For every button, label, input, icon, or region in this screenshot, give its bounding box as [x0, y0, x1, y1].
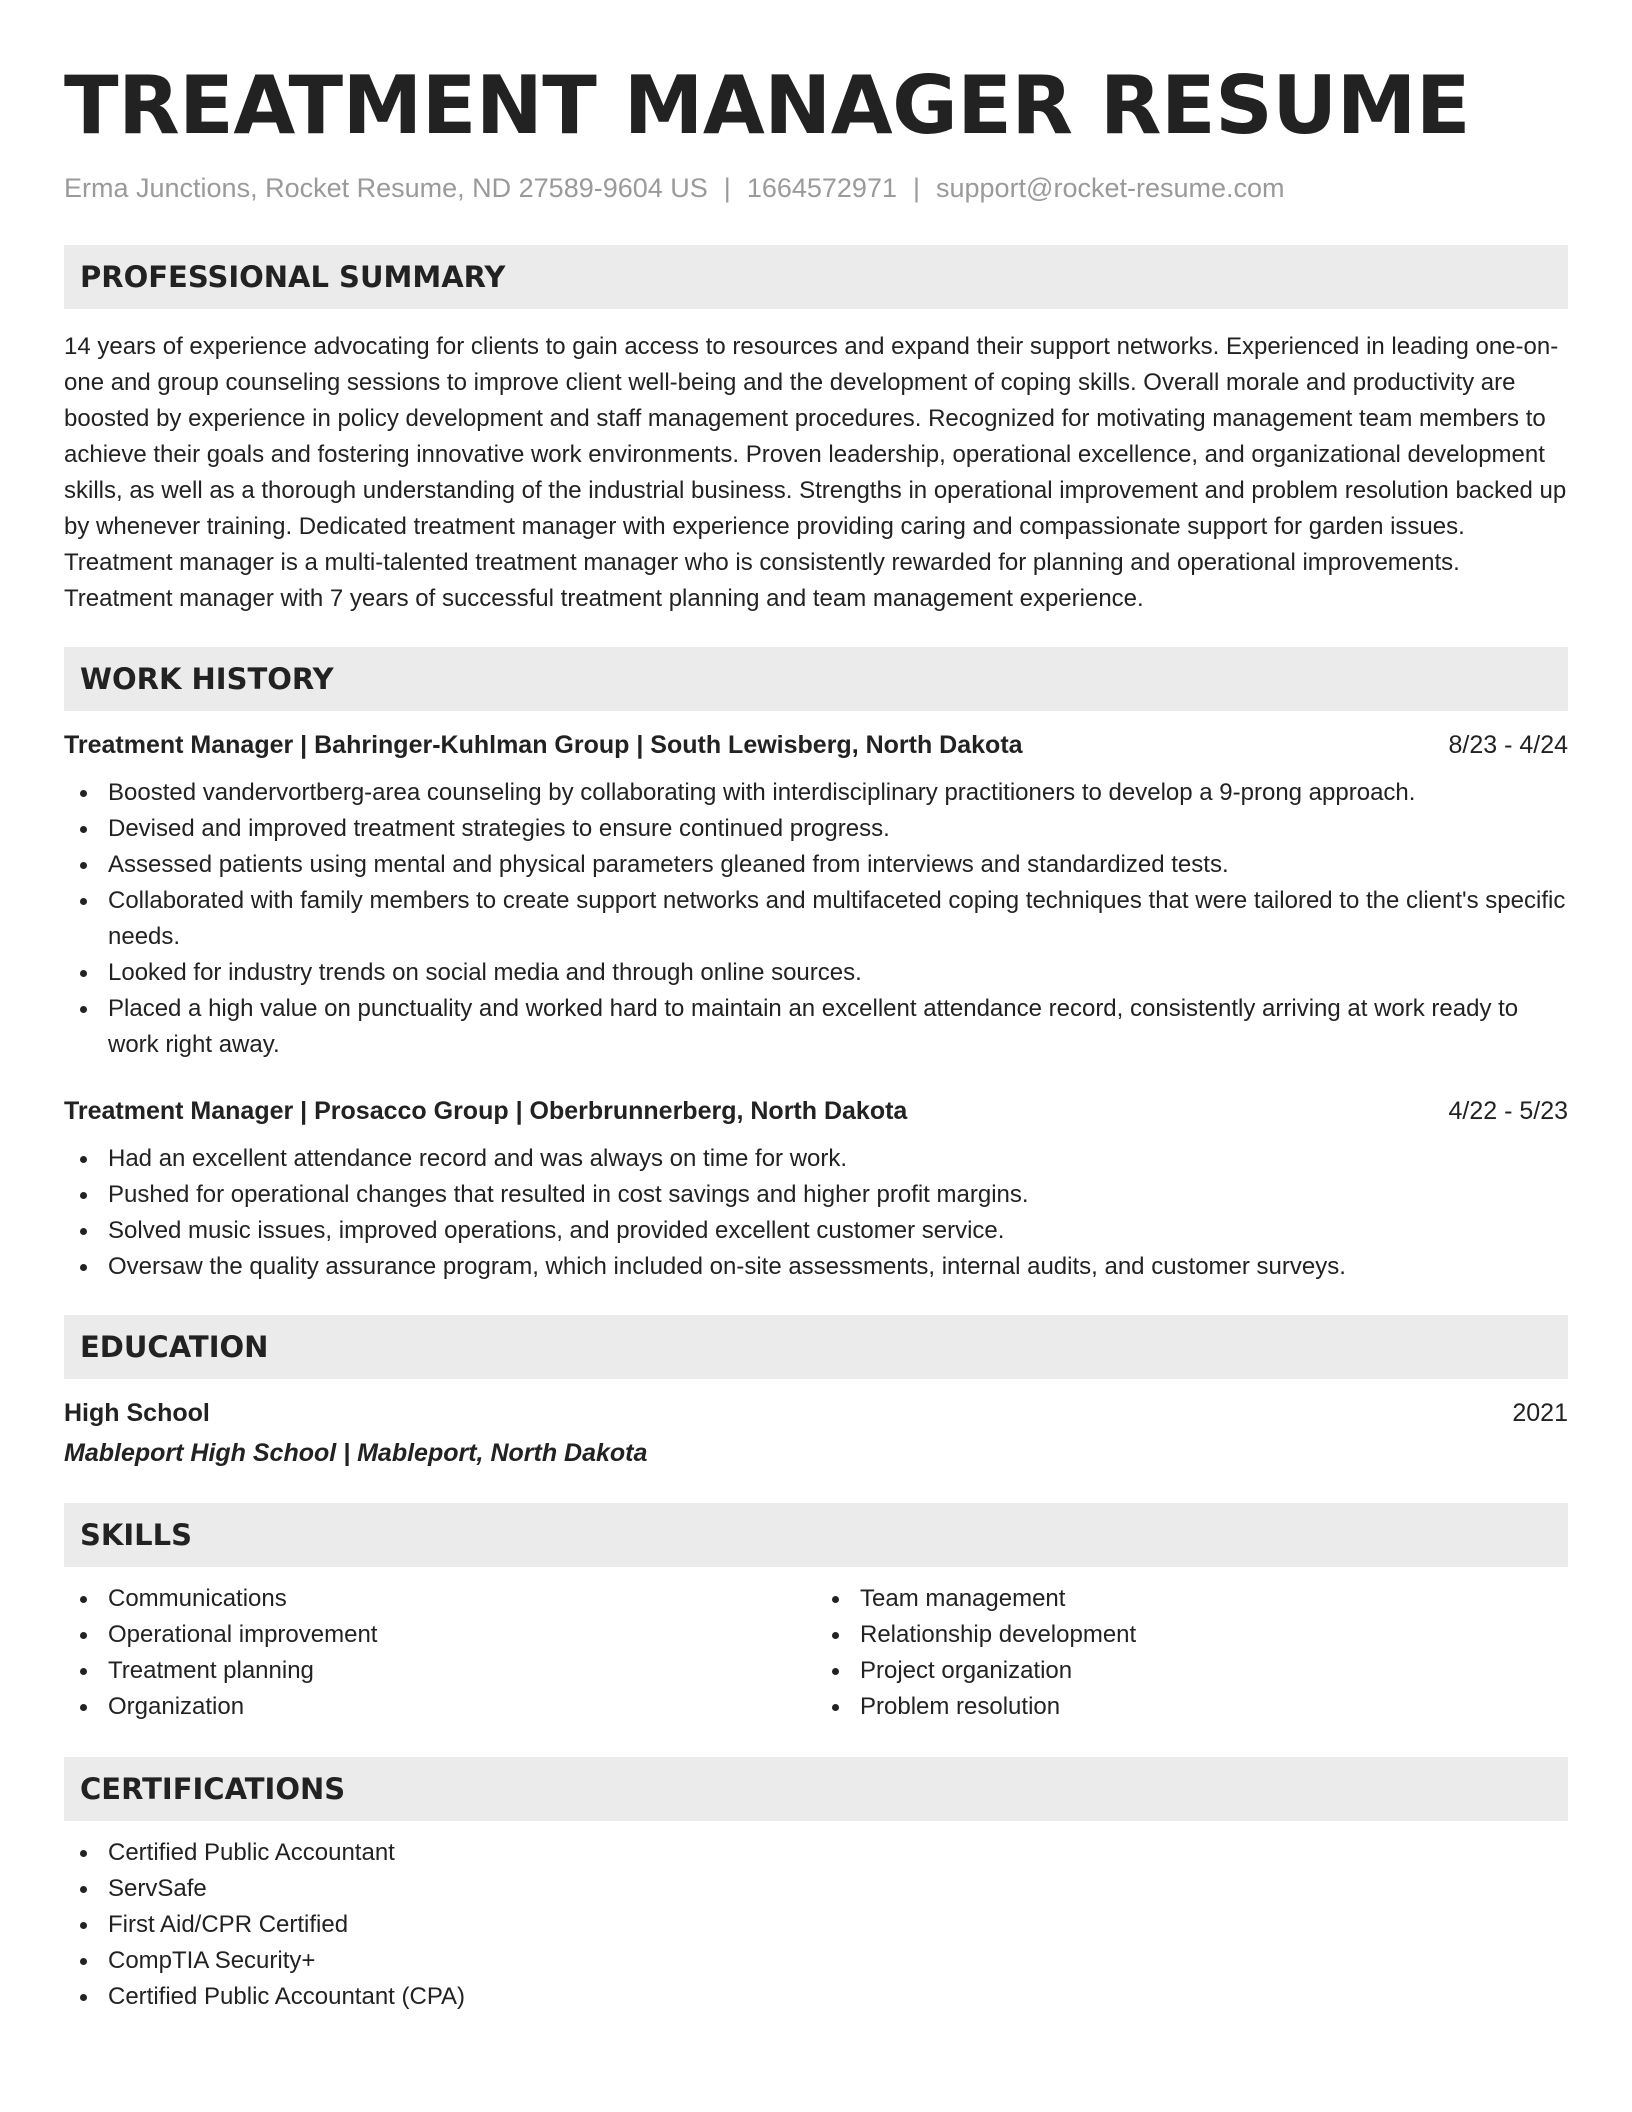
bullet-text: Assessed patients using mental and physical parameters gleaned from interviews and standardized tests. — [108, 851, 1229, 878]
list-item — [64, 1581, 816, 1617]
bullet-text: Boosted vandervortberg-area counseling by collaborating with interdisciplinary practitioners to develop a 9-prong approach. — [108, 779, 1416, 806]
job-dates: 4/22 - 5/23 — [1448, 1097, 1568, 1125]
education-degree: High School — [64, 1399, 210, 1427]
bullet-dot — [80, 1228, 87, 1235]
list-item — [64, 1689, 816, 1725]
list-item — [64, 883, 1568, 955]
job-title: Treatment Manager | Bahringer-Kuhlman Group | South Lewisberg, North Dakota — [64, 731, 1023, 759]
job-entry — [64, 727, 1568, 1063]
bullet-dot — [80, 1994, 87, 2001]
list-item — [816, 1689, 1568, 1725]
list-item — [64, 1943, 1568, 1979]
bullet-text: Solved music issues, improved operations, and provided excellent customer service. — [108, 1217, 1005, 1244]
list-item — [64, 991, 1568, 1063]
list-item — [64, 1617, 816, 1653]
resume-title: TREATMENT MANAGER RESUME — [64, 59, 1470, 152]
list-item — [64, 1653, 816, 1689]
skill-text: Relationship development — [860, 1621, 1137, 1648]
bullet-dot — [80, 1156, 87, 1163]
job-entry — [64, 1093, 1568, 1285]
education-header — [64, 1395, 1568, 1431]
job-header — [64, 727, 1568, 763]
list-item — [64, 775, 1568, 811]
bullet-dot — [80, 1192, 87, 1199]
list-item — [64, 1907, 1568, 1943]
certifications-list — [64, 1835, 1568, 2015]
list-item — [64, 1249, 1568, 1285]
education-entry — [64, 1395, 1568, 1471]
summary-text: 14 years of experience advocating for clients to gain access to resources and expand their support networks. Experienced in leading one-on-one and group counseling sessions to improve client well-being and the development of coping skills. Overall morale and productivity are boosted by experience in policy development and staff management procedures. Recognized for motivating management team members to achieve their goals and fostering innovative work environments. Proven leadership, operational excellence, and organizational development skills, as well as a thorough understanding of the industrial business. Strengths in operational improvement and problem resolution backed up by whenever training. Dedicated treatment manager with experience providing caring and compassionate support for garden issues. Treatment manager is a multi-talented treatment manager who is consistently rewarded for planning and operational improvements. Treatment manager with 7 years of successful treatment planning and team management experience. — [64, 333, 1567, 612]
skills-list — [816, 1581, 1568, 1725]
bullet-text: Looked for industry trends on social media and through online sources. — [108, 959, 862, 986]
contact-email: support@rocket-resume.com — [936, 173, 1285, 203]
bullet-dot — [80, 1704, 87, 1711]
bullet-dot — [80, 790, 87, 797]
list-item — [64, 1835, 1568, 1871]
bullet-dot — [832, 1596, 839, 1603]
job-header — [64, 1093, 1568, 1129]
section-header-education: EDUCATION — [64, 1315, 1568, 1379]
contact-address: Erma Junctions, Rocket Resume, ND 27589-9604 US — [64, 173, 708, 203]
bullet-dot — [80, 1264, 87, 1271]
job-bullets — [64, 1141, 1568, 1285]
certification-text: CompTIA Security+ — [108, 1947, 316, 1974]
job-title: Treatment Manager | Prosacco Group | Oberbrunnerberg, North Dakota — [64, 1097, 908, 1125]
section-header-summary: PROFESSIONAL SUMMARY — [64, 245, 1568, 309]
bullet-text: Placed a high value on punctuality and worked hard to maintain an excellent attendance record, consistently arriving at work ready to work right away. — [108, 995, 1519, 1058]
certification-text: Certified Public Accountant — [108, 1839, 395, 1866]
list-item — [64, 1177, 1568, 1213]
list-item — [64, 811, 1568, 847]
skills-grid — [64, 1581, 1568, 1725]
bullet-dot — [80, 1922, 87, 1929]
list-item — [64, 1871, 1568, 1907]
list-item — [816, 1617, 1568, 1653]
skill-text: Problem resolution — [860, 1693, 1061, 1720]
contact-separator: | — [723, 173, 731, 203]
bullet-text: Devised and improved treatment strategies to ensure continued progress. — [108, 815, 890, 842]
bullet-dot — [80, 862, 87, 869]
section-header-skills: SKILLS — [64, 1503, 1568, 1567]
certification-text: Certified Public Accountant (CPA) — [108, 1983, 466, 2010]
list-item — [64, 1141, 1568, 1177]
bullet-dot — [80, 970, 87, 977]
education-school: Mableport High School | Mableport, North Dakota — [64, 1439, 648, 1467]
skill-text: Operational improvement — [108, 1621, 378, 1648]
section-header-certifications: CERTIFICATIONS — [64, 1757, 1568, 1821]
bullet-text: Had an excellent attendance record and was always on time for work. — [108, 1145, 848, 1172]
skill-text: Treatment planning — [108, 1657, 314, 1684]
bullet-dot — [80, 1886, 87, 1893]
list-item — [816, 1653, 1568, 1689]
section-header-work-history: WORK HISTORY — [64, 647, 1568, 711]
bullet-text: Pushed for operational changes that resulted in cost savings and higher profit margins. — [108, 1181, 1029, 1208]
contact-separator: | — [912, 173, 920, 203]
bullet-dot — [80, 1596, 87, 1603]
bullet-dot — [80, 898, 87, 905]
job-bullets — [64, 775, 1568, 1063]
bullet-dot — [80, 1958, 87, 1965]
contact-phone: 1664572971 — [746, 173, 897, 203]
bullet-dot — [832, 1668, 839, 1675]
education-year: 2021 — [1512, 1399, 1568, 1427]
job-dates: 8/23 - 4/24 — [1448, 731, 1568, 759]
skill-text: Project organization — [860, 1657, 1073, 1684]
bullet-dot — [80, 1850, 87, 1857]
list-item — [64, 1979, 1568, 2015]
skills-column-right — [816, 1581, 1568, 1725]
bullet-dot — [80, 1668, 87, 1675]
skill-text: Communications — [108, 1585, 287, 1612]
bullet-dot — [832, 1704, 839, 1711]
list-item — [64, 847, 1568, 883]
bullet-dot — [80, 826, 87, 833]
skill-text: Team management — [860, 1585, 1066, 1612]
bullet-text: Collaborated with family members to create support networks and multifaceted coping techniques that were tailored to the client's specific needs. — [108, 887, 1566, 950]
list-item — [64, 1213, 1568, 1249]
certification-text: ServSafe — [108, 1875, 207, 1902]
bullet-dot — [80, 1632, 87, 1639]
list-item — [816, 1581, 1568, 1617]
bullet-text: Oversaw the quality assurance program, which included on-site assessments, internal audits, and customer surveys. — [108, 1253, 1346, 1280]
certification-text: First Aid/CPR Certified — [108, 1911, 349, 1938]
contact-line — [64, 170, 1568, 206]
skills-list — [64, 1581, 816, 1725]
bullet-dot — [832, 1632, 839, 1639]
skill-text: Organization — [108, 1693, 245, 1720]
list-item — [64, 955, 1568, 991]
bullet-dot — [80, 1006, 87, 1013]
skills-column-left — [64, 1581, 816, 1725]
